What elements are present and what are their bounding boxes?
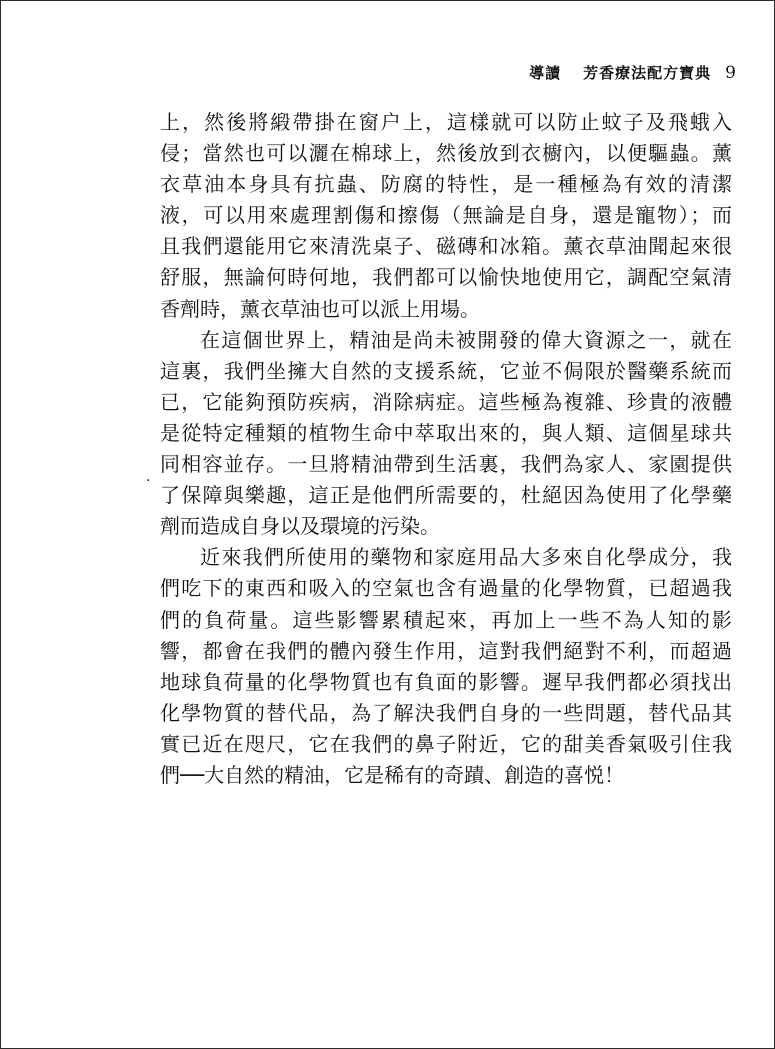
text-line: 們的負荷量。這些影響累積起來，再加上一些不為人知的影 (160, 607, 732, 632)
body-text (160, 107, 732, 791)
text-line: 近來我們所使用的藥物和家庭用品大多來自化學成分，我 (200, 545, 732, 570)
text-line: 衣草油本身具有抗蟲、防腐的特性，是一種極為有效的清潔 (160, 172, 732, 197)
text-line: 劑而造成自身以及環境的污染。 (160, 514, 440, 539)
page-number: 9 (725, 63, 737, 83)
text-line: 是從特定種類的植物生命中萃取出來的，與人類、這個星球共 (160, 420, 732, 445)
header-book-title: 芳香療法配方寶典 (583, 64, 712, 82)
header-section-title: 導讀 (529, 64, 562, 82)
text-line: 侵；當然也可以灑在棉球上，然後放到衣櫥內，以便驅蟲。薰 (160, 141, 732, 166)
text-line: 上，然後將緞帶掛在窗户上，這樣就可以防止蚊子及飛蛾入 (160, 110, 732, 134)
text-line: 實已近在咫尺，它在我們的鼻子附近，它的甜美香氣吸引住我 (160, 731, 732, 756)
text-line: 地球負荷量的化學物質也有負面的影響。遲早我們都必須找出 (160, 669, 732, 694)
text-line: 已，它能夠預防疾病，消除病症。這些極為複雜、珍貴的液體 (160, 389, 732, 414)
text-line: 響，都會在我們的體內發生作用，這對我們絕對不利，而超過 (160, 638, 732, 663)
text-line: 這裏，我們坐擁大自然的支援系統，它並不侷限於醫藥系統而 (160, 358, 732, 383)
running-header (529, 62, 737, 83)
text-line: 舒服，無論何時何地，我們都可以愉快地使用它，調配空氣清 (160, 265, 732, 290)
text-line: 們吃下的東西和吸入的空氣也含有過量的化學物質，已超過我 (160, 576, 732, 601)
text-line: 了保障與樂趣，這正是他們所需要的，杜絕因為使用了化學藥 (160, 483, 732, 508)
text-line: 同相容並存。一旦將精油帶到生活裏，我們為家人、家園提供 (160, 452, 732, 477)
text-line: 且我們還能用它來清洗桌子、磁磚和冰箱。薰衣草油聞起來很 (160, 234, 732, 259)
text-line: 香劑時，薰衣草油也可以派上用場。 (160, 296, 480, 321)
text-line: 們──大自然的精油，它是稀有的奇蹟、創造的喜悦！ (160, 762, 625, 787)
text-line: 液，可以用來處理割傷和擦傷（無論是自身，還是寵物）；而 (160, 203, 732, 228)
stray-mark: . (146, 469, 151, 485)
text-line: 化學物質的替代品，為了解決我們自身的一些問題，替代品其 (160, 700, 732, 725)
text-line: 在這個世界上，精油是尚未被開發的偉大資源之一，就在 (200, 327, 732, 352)
